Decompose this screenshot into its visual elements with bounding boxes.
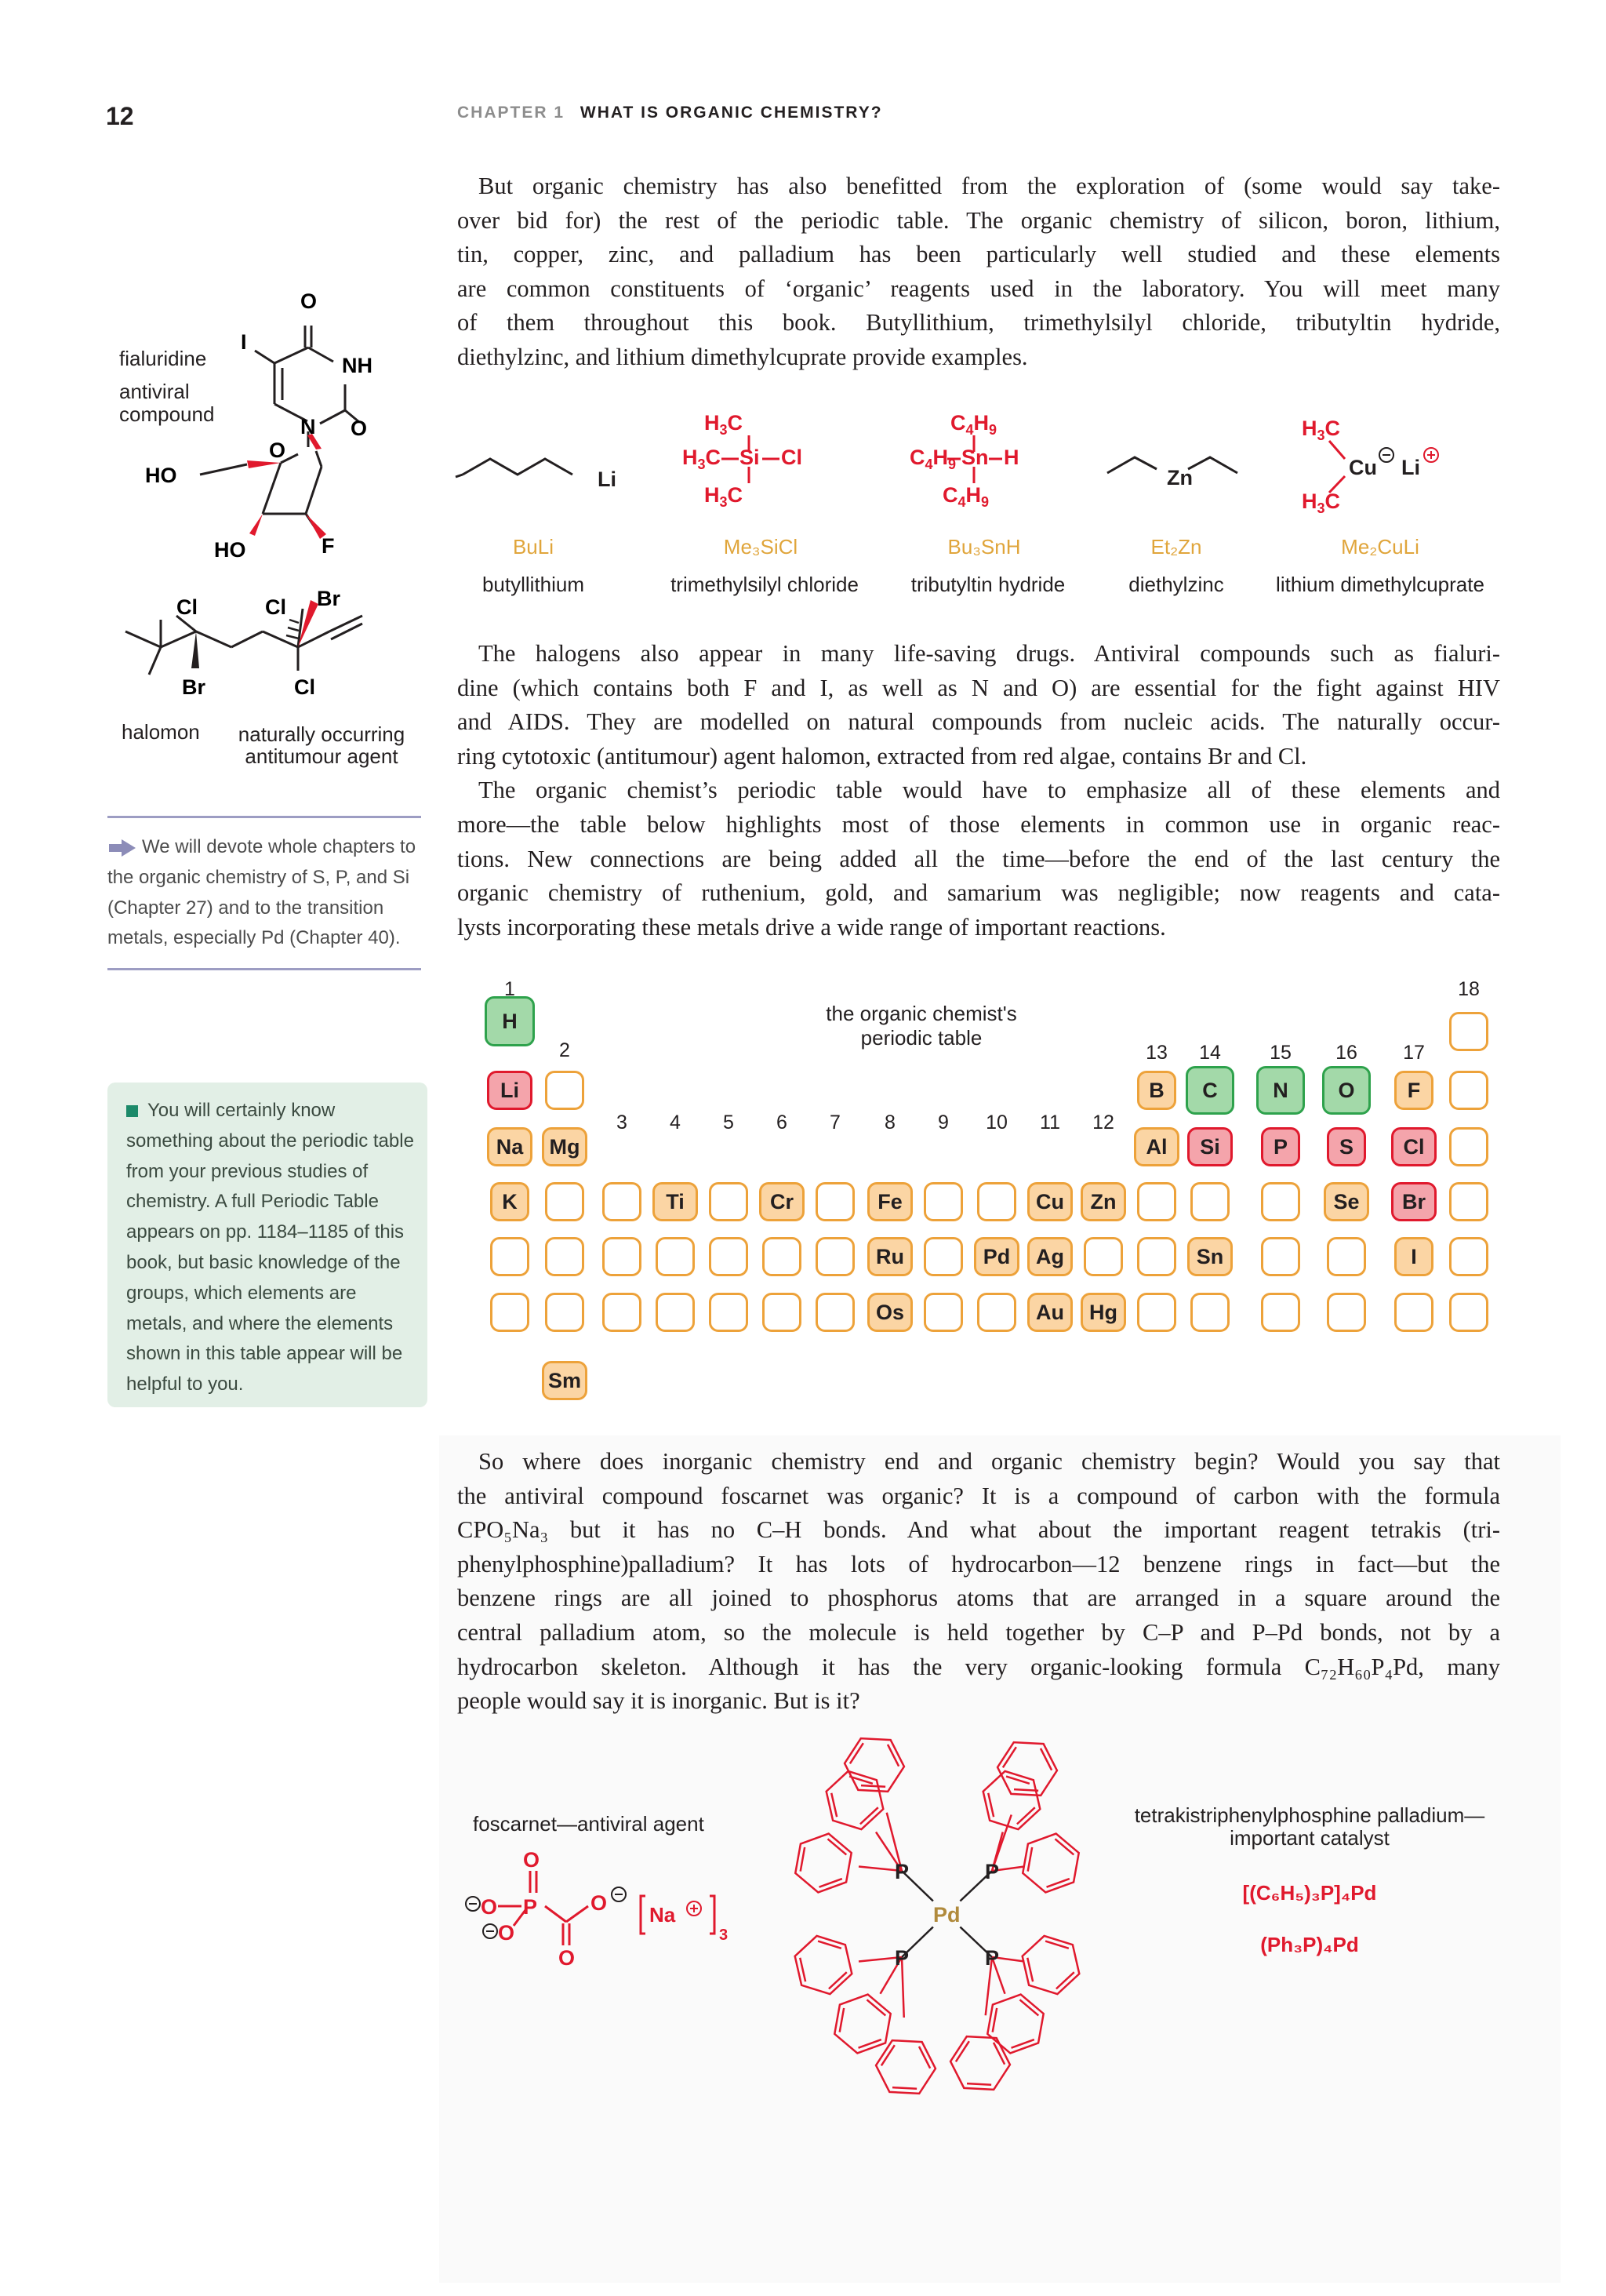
phenyl-ring [827, 1771, 884, 1829]
empty-element-cell [545, 1237, 584, 1276]
text-line: of them throughout this book. Butyllithium, trimethylsilyl chloride, tributyltin hydride, [457, 309, 1500, 337]
empty-element-cell [656, 1293, 695, 1332]
empty-element-cell [762, 1293, 801, 1332]
phenyl-ring [1023, 1936, 1080, 1994]
group-number-14: 14 [1199, 1042, 1221, 1064]
element-mg: Mg [542, 1127, 587, 1166]
empty-element-cell [1261, 1293, 1300, 1332]
tetrakis-label [1106, 1804, 1513, 1850]
group-number-10: 10 [986, 1112, 1008, 1133]
group-number-16: 16 [1335, 1042, 1357, 1064]
svg-text:Sn: Sn [961, 446, 989, 469]
group-number-15: 15 [1270, 1042, 1292, 1064]
text-line: The halogens also appear in many life-saving drugs. Antiviral compounds such as fialuri- [478, 640, 1500, 667]
phenyl-ring [795, 1834, 851, 1893]
phenyl-ring [845, 1738, 904, 1792]
svg-text:O: O [523, 1848, 540, 1872]
reagent-name-tmscl: trimethylsilyl chloride [670, 573, 859, 596]
text-line: central palladium atom, so the molecule is held together by C–P and P–Pd bonds, not by a [457, 1618, 1500, 1646]
svg-text:H3C: $H_3C$ [704, 411, 743, 438]
element-zn: Zn [1081, 1182, 1126, 1221]
tetrakis-label-2: important catalyst [1230, 1826, 1390, 1850]
element-sm: Sm [542, 1361, 587, 1400]
text-line: But organic chemistry has also benefitted from the exploration of (some would say take- [478, 173, 1500, 199]
margin-note-periodic-text: You will certainly know something about the periodic table from your previous studies of chemistry. A full Periodic Table appears on pp. 1184–1185 of this book, but basic knowledge of the groups, which elements are metals, and where the elements shown in this table appear will be helpful to you. [126, 1100, 414, 1395]
margin-note-chapters [107, 816, 421, 970]
reagent-formula-me2culi: Me₂CuLi [1341, 535, 1419, 559]
empty-element-cell [924, 1237, 963, 1276]
svg-text:O: O [558, 1946, 576, 1970]
svg-text:O: O [269, 438, 286, 462]
empty-element-cell [816, 1237, 855, 1276]
group-number-7: 7 [830, 1112, 841, 1133]
svg-text:Si: Si [739, 446, 760, 469]
margin-note-periodic [107, 1083, 427, 1407]
phenyl-ring [876, 2040, 936, 2094]
phenyl-ring [987, 1995, 1043, 2054]
svg-text:Cu: Cu [1349, 456, 1377, 479]
svg-text:H3C: $H_3C$ [704, 483, 743, 510]
element-s: S [1327, 1127, 1366, 1166]
element-li: Li [487, 1071, 532, 1110]
text-line: diethylzinc, and lithium dimethylcuprate provide examples. [457, 343, 1028, 370]
text-line: people would say it is inorganic. But is it? [457, 1687, 860, 1715]
empty-element-cell [816, 1182, 855, 1221]
element-cl: Cl [1391, 1127, 1437, 1166]
reagent-formula-et2zn: Et₂Zn [1150, 535, 1202, 559]
reagent-formula-buli: BuLi [512, 535, 554, 559]
reagent-name-tributyltin: tributyltin hydride [910, 573, 1066, 596]
reagent-name-butyllithium: butyllithium [481, 573, 585, 596]
phenyl-ring [983, 1771, 1041, 1829]
svg-text:Na: Na [649, 1903, 676, 1927]
phenyl-ring [1023, 1834, 1078, 1893]
empty-element-cell [709, 1293, 748, 1332]
element-fe: Fe [867, 1182, 913, 1221]
empty-element-cell [602, 1237, 641, 1276]
svg-text:I: I [241, 330, 247, 354]
svg-text:3: 3 [719, 1927, 729, 1944]
paragraph-1 [457, 169, 1500, 375]
periodic-table-title-2: periodic table [860, 1026, 983, 1050]
empty-element-cell [924, 1293, 963, 1332]
svg-text:C4H9: $C_4H_9$ [910, 446, 957, 472]
empty-element-cell [1190, 1293, 1230, 1332]
chapter-title: WHAT IS ORGANIC CHEMISTRY? [580, 104, 883, 122]
text-line: benzene rings are all joined to phosphorus atoms that are arranged in a square around the [457, 1585, 1500, 1612]
text-line: CPO₅Na₃ but it has no C–H bonds. And what about the important reagent tetrakis (tri- [457, 1516, 1500, 1544]
fialuridine-name: fialuridine [119, 347, 207, 370]
empty-element-cell [1449, 1293, 1488, 1332]
group-number-4: 4 [670, 1112, 681, 1133]
halomon-structure [118, 580, 400, 706]
fialuridine-desc-2: compound [119, 402, 215, 426]
empty-element-cell [709, 1237, 748, 1276]
text-line: tin, copper, zinc, and palladium has been particularly well studied and these elements [457, 241, 1500, 268]
empty-element-cell [490, 1237, 529, 1276]
empty-element-cell [1261, 1237, 1300, 1276]
svg-text:F: F [322, 534, 335, 558]
tetrakis-formula-2: (Ph₃P)₄Pd [1260, 1933, 1359, 1956]
svg-text:C4H9: $C_4H_9$ [943, 483, 990, 510]
svg-text:Cl: Cl [781, 446, 802, 469]
element-h: H [485, 996, 535, 1046]
empty-element-cell [924, 1182, 963, 1221]
group-number-13: 13 [1146, 1042, 1168, 1064]
phosphorus-atom: P [895, 1860, 910, 1883]
empty-element-cell [1449, 1012, 1488, 1051]
empty-element-cell [709, 1182, 748, 1221]
svg-text:Br: Br [317, 587, 341, 610]
palladium-atom: Pd [933, 1903, 961, 1927]
group-number-2: 2 [559, 1039, 570, 1061]
empty-element-cell [490, 1293, 529, 1332]
element-c: C [1186, 1066, 1234, 1115]
empty-element-cell [1449, 1237, 1488, 1276]
element-au: Au [1027, 1293, 1073, 1332]
halomon-name: halomon [122, 720, 200, 744]
phenyl-ring [795, 1936, 852, 1994]
foscarnet-structure [459, 1847, 741, 1981]
empty-element-cell [1261, 1182, 1300, 1221]
text-line: are common constituents of ‘organic’ reagents used in the laboratory. You will meet many [457, 275, 1500, 302]
reagent-structures [455, 408, 1506, 526]
svg-text:Br: Br [182, 675, 206, 699]
group-number-5: 5 [723, 1112, 734, 1133]
text-line: and AIDS. They are modelled on natural compounds from nucleic acids. The naturally occur- [457, 708, 1500, 736]
element-ti: Ti [652, 1182, 698, 1221]
group-number-6: 6 [776, 1112, 787, 1133]
element-n: N [1256, 1066, 1305, 1115]
foscarnet-label: foscarnet—antiviral agent [473, 1812, 704, 1836]
halomon-desc-1: naturally occurring [238, 722, 405, 746]
tetrakis-formula-1: [(C₆H₅)₃P]₄Pd [1242, 1881, 1377, 1905]
text-line: ring cytotoxic (antitumour) agent halomon, extracted from red algae, contains Br and Cl. [457, 742, 1307, 770]
element-br: Br [1391, 1182, 1437, 1221]
empty-element-cell [816, 1293, 855, 1332]
element-hg: Hg [1081, 1293, 1126, 1332]
phosphorus-atom: P [985, 1860, 1000, 1883]
group-number-1: 1 [504, 978, 515, 1000]
svg-text:P: P [523, 1895, 538, 1919]
tetrakis-label-1: tetrakistriphenylphosphine palladium— [1134, 1803, 1485, 1827]
svg-text:N: N [300, 415, 316, 438]
text-line: hydrocarbon skeleton. Although it has the very organic-looking formula C₇₂H₆₀P₄Pd, many [457, 1653, 1500, 1680]
empty-element-cell [977, 1293, 1016, 1332]
chapter-label: CHAPTER 1 [457, 104, 565, 122]
element-ag: Ag [1027, 1237, 1073, 1276]
running-head [457, 104, 883, 122]
element-f: F [1394, 1071, 1433, 1110]
reagent-formula-bu3snh: Bu₃SnH [947, 535, 1021, 559]
paragraph-2 [457, 637, 1500, 944]
svg-text:O: O [351, 417, 368, 440]
group-number-9: 9 [938, 1112, 949, 1133]
svg-text:H: H [1004, 446, 1019, 469]
empty-element-cell [545, 1293, 584, 1332]
group-number-8: 8 [885, 1112, 896, 1133]
element-i: I [1394, 1237, 1433, 1276]
group-number-11: 11 [1040, 1112, 1060, 1133]
element-k: K [490, 1182, 529, 1221]
empty-element-cell [977, 1182, 1016, 1221]
phenyl-ring [834, 1995, 890, 2054]
svg-text:H3C: $H_3C$ [1302, 417, 1341, 443]
empty-element-cell [1327, 1237, 1366, 1276]
phosphorus-atom: P [895, 1946, 910, 1970]
phosphorus-atom: P [985, 1946, 1000, 1970]
periodic-table-title-1: the organic chemist's [826, 1002, 1017, 1025]
phenyl-ring [997, 1742, 1057, 1796]
empty-element-cell [1137, 1237, 1176, 1276]
svg-text:H3C: $H_3C$ [1302, 489, 1341, 516]
svg-text:H3C: $H_3C$ [682, 446, 721, 472]
empty-element-cell [602, 1293, 641, 1332]
reagent-formula-me3sicl: Me₃SiCl [723, 535, 798, 559]
page-number: 12 [106, 102, 134, 130]
empty-element-cell [545, 1071, 584, 1110]
svg-text:NH: NH [342, 354, 372, 377]
element-si: Si [1187, 1127, 1233, 1166]
empty-element-cell [1449, 1127, 1488, 1166]
text-line: phenylphosphine)palladium? It has lots of hydrocarbon—12 benzene rings in fact—but the [457, 1550, 1500, 1577]
organic-periodic-table [463, 978, 1498, 1424]
text-line: the antiviral compound foscarnet was organic? It is a compound of carbon with the formula [457, 1482, 1500, 1509]
empty-element-cell [1190, 1182, 1230, 1221]
text-line: more—the table below highlights most of those elements in common use in organic reac- [457, 810, 1500, 838]
svg-text:Zn: Zn [1167, 466, 1193, 489]
empty-element-cell [1327, 1293, 1366, 1332]
element-al: Al [1134, 1127, 1179, 1166]
svg-text:Li: Li [598, 468, 616, 491]
empty-element-cell [1084, 1237, 1123, 1276]
empty-element-cell [1394, 1293, 1433, 1332]
empty-element-cell [656, 1237, 695, 1276]
svg-text:Cl: Cl [294, 675, 315, 699]
element-b: B [1137, 1071, 1176, 1110]
element-cr: Cr [759, 1182, 805, 1221]
group-number-17: 17 [1403, 1042, 1425, 1064]
svg-text:O: O [590, 1891, 608, 1915]
halomon-desc [227, 723, 416, 767]
fialuridine-structure [110, 286, 423, 577]
element-pd: Pd [974, 1237, 1019, 1276]
empty-element-cell [602, 1182, 641, 1221]
text-line: So where does inorganic chemistry end and organic chemistry begin? Would you say that [478, 1448, 1500, 1475]
fialuridine-desc-1: antiviral [119, 380, 190, 403]
reagent-name-diethylzinc: diethylzinc [1128, 573, 1224, 596]
element-o: O [1322, 1066, 1371, 1115]
svg-text:C4H9: $C_4H_9$ [950, 411, 997, 438]
halomon-desc-2: antitumour agent [245, 744, 398, 768]
empty-element-cell [762, 1237, 801, 1276]
element-p: P [1261, 1127, 1300, 1166]
empty-element-cell [1137, 1182, 1176, 1221]
group-number-3: 3 [616, 1112, 627, 1133]
text-line: lysts incorporating these metals drive a wide range of important reactions. [457, 913, 1166, 941]
margin-note-chapters-text: We will devote whole chapters to the organic chemistry of S, P, and Si (Chapter 27) and to the transition metals, especially Pd (Chapter 40). [107, 836, 416, 949]
element-cu: Cu [1027, 1182, 1073, 1221]
group-number-18: 18 [1458, 978, 1480, 1000]
square-bullet-icon [126, 1105, 138, 1117]
arrow-icon [122, 839, 136, 857]
svg-text:HO: HO [214, 538, 246, 562]
svg-text:O: O [300, 289, 318, 313]
group-number-12: 12 [1092, 1112, 1114, 1133]
element-os: Os [867, 1293, 913, 1332]
text-line: tions. New connections are being added all the time—before the end of the last century the [457, 845, 1500, 872]
element-sn: Sn [1187, 1237, 1233, 1276]
text-line: The organic chemist’s periodic table would have to emphasize all of these elements and [478, 777, 1500, 804]
element-se: Se [1324, 1182, 1369, 1221]
element-na: Na [487, 1127, 532, 1166]
tetrakis-structure [776, 1745, 1106, 2098]
paragraph-4 [457, 1445, 1500, 1719]
empty-element-cell [1449, 1071, 1488, 1110]
svg-text:Cl: Cl [265, 595, 286, 619]
svg-text:O: O [498, 1921, 515, 1945]
svg-text:Li: Li [1401, 456, 1420, 479]
svg-text:HO: HO [145, 464, 177, 487]
periodic-table-title [776, 1002, 1066, 1050]
svg-text:O: O [481, 1895, 498, 1919]
empty-element-cell [1449, 1182, 1488, 1221]
svg-text:Cl: Cl [176, 595, 198, 619]
reagent-name-cuprate: lithium dimethylcuprate [1276, 573, 1484, 596]
empty-element-cell [545, 1182, 584, 1221]
text-line: dine (which contains both F and I, as well as N and O) are essential for the fight against HIV [457, 674, 1500, 701]
text-line: over bid for) the rest of the periodic table. The organic chemistry of silicon, boron, lithium, [457, 206, 1500, 234]
text-line: organic chemistry of ruthenium, gold, and samarium was negligible; now reagents and cata- [457, 879, 1500, 907]
element-ru: Ru [867, 1237, 913, 1276]
empty-element-cell [1137, 1293, 1176, 1332]
